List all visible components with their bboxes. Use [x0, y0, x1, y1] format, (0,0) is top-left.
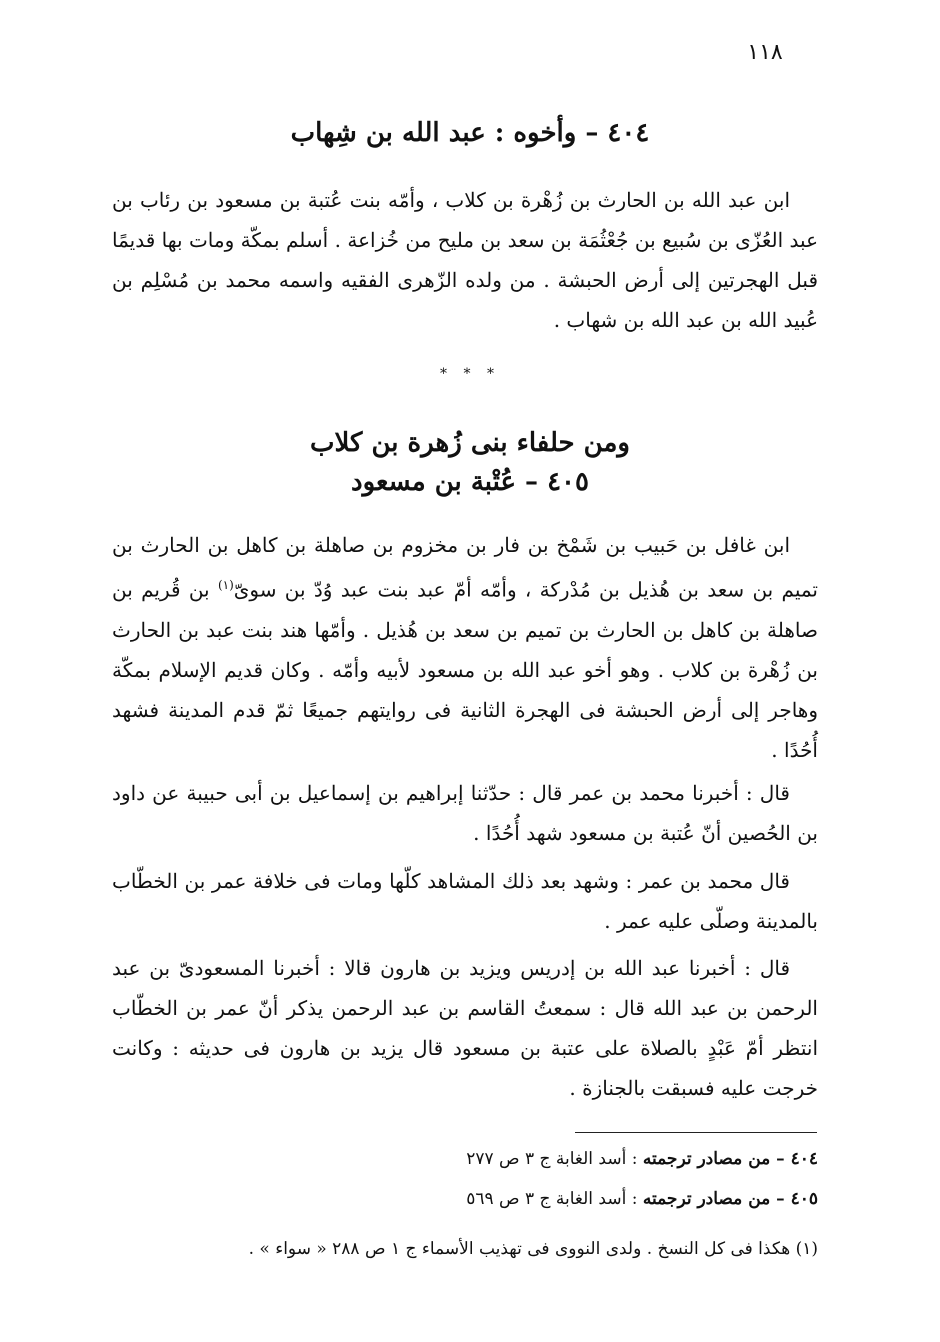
entry-405-paragraph-4 [112, 948, 818, 1108]
entry-404-heading: ٤٠٤ – وأخوه : عبد الله بن شِهاب [290, 118, 650, 148]
entry-405-paragraph-3 [112, 861, 818, 941]
section-separator: * * * [440, 366, 500, 382]
footnote-1: (١) هكذا فى كل النسخ . ولدى النووى فى تهذيب الأسماء ج ١ ص ٢٨٨ « سواء » . [248, 1239, 818, 1259]
source-value: : أسد الغابة ج ٣ ص ٥٦٩ [466, 1189, 638, 1209]
source-value: : أسد الغابة ج ٣ ص ٢٧٧ [466, 1149, 638, 1169]
entry-405-paragraph-1 [112, 525, 818, 770]
entry-405-para4-text: قال : أخبرنا عبد الله بن إدريس ويزيد بن هارون قالا : أخبرنا المسعودىّ بن عبد الرحمن بن عبد الله قال : سمعتُ القاسم بن عبد الرحمن يذكر أنّ عمر بن الخطّاب انتظر أمّ عَبْدٍ بالصلاة على عتبة بن مسعود قال يزيد بن هارون فى حديثه : وكانت خرجت عليه فسبقت بالجنازة . [112, 956, 818, 1100]
source-label: ٤٠٥ – من مصادر ترجمته [642, 1189, 818, 1209]
source-note-405 [300, 1189, 818, 1209]
entry-405-para3-text: قال محمد بن عمر : وشهد بعد ذلك المشاهد كلّها ومات فى خلافة عمر بن الخطّاب بالمدينة وصلّى عليه عمر . [112, 869, 818, 933]
source-note-404 [300, 1149, 818, 1169]
entry-405-text-a: ابن غافل بن حَبيب بن شَمْخ بن فار بن مخزوم بن صاهلة بن كاهل بن الحارث بن تميم بن سعد بن هُذيل بن مُدْركة ، وأمّه أمّ عبد بنت عبد وُدّ بن سوىّ [112, 533, 819, 602]
source-label: ٤٠٤ – من مصادر ترجمته [642, 1149, 818, 1169]
entry-404-paragraph [112, 180, 818, 340]
entry-405-text-b: بن قُريم بن صاهلة بن كاهل بن الحارث بن تميم بن سعد بن هُذيل . وأمّها هند بنت عبد بن الحارث بن زُهْرة بن كلاب . وهو أخو عبد الله بن مسعود لأبيه وأمّه . وكان قديم الإسلام بمكّة وهاجر إلى أرض الحبشة فى الهجرة الثانية فى روايتهم جميعًا ثمّ قدم المدينة فشهد أُحُدًا . [112, 577, 818, 762]
section-heading: ومن حلفاء بنى زُهرة بن كلاب [310, 428, 630, 458]
entry-405-paragraph-2 [112, 773, 818, 853]
footnote-divider [575, 1132, 817, 1133]
entry-405-para2-text: قال : أخبرنا محمد بن عمر قال : حدّثنا إبراهيم بن إسماعيل بن أبى حبيبة عن داود بن الحُصين أنّ عُتبة بن مسعود شهد أُحُدًا . [112, 781, 818, 845]
entry-404-text: ابن عبد الله بن الحارث بن زُهْرة بن كلاب ، وأمّه بنت عُتبة بن مسعود بن رئاب بن عبد العُزّى بن سُبيع بن جُعْثُمَة بن سعد بن مليح من خُزاعة . أسلم بمكّة ومات بها قديمًا قبل الهجرتين إلى أرض الحبشة . من ولده الزّهرى الفقيه واسمه محمد بن مُسْلِم بن عُبيد الله بن عبد الله بن شهاب . [112, 188, 818, 332]
entry-405-heading: ٤٠٥ – عُتْبة بن مسعود [351, 467, 589, 497]
page-number: ١١٨ [747, 40, 783, 65]
footnote-marker[interactable]: (١) [217, 578, 234, 592]
